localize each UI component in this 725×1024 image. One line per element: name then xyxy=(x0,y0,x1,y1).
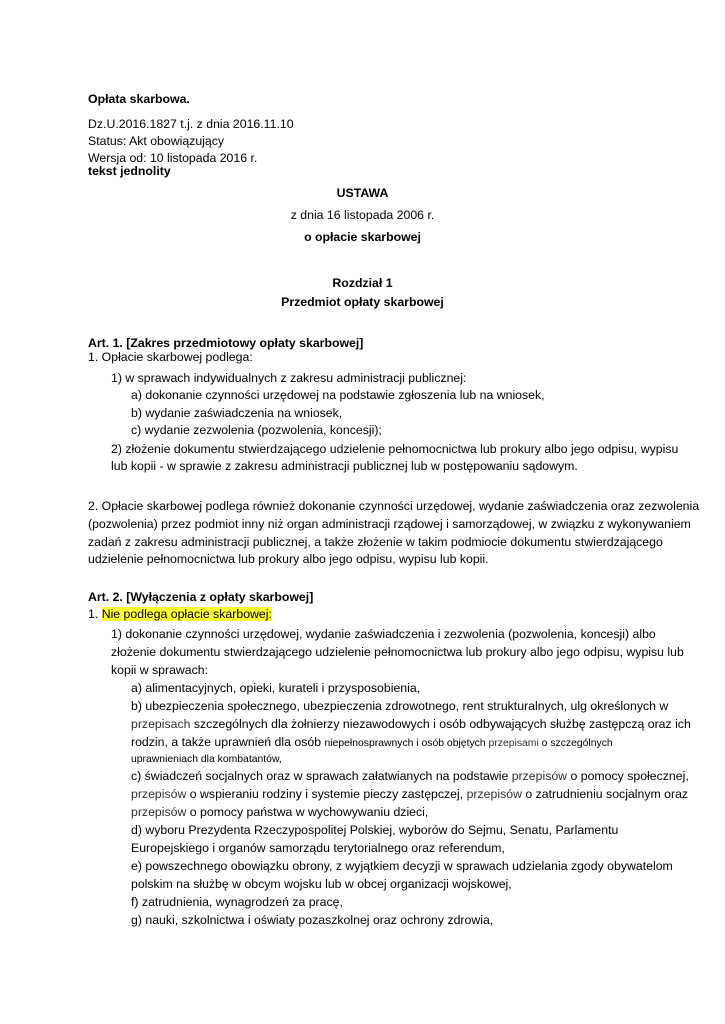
paragraph-number: 1. xyxy=(88,607,102,621)
text-span: o wspieraniu rodziny i systemie pieczy zastępczej, xyxy=(186,787,467,801)
law-reference-link[interactable]: przepisów xyxy=(131,787,187,801)
article-1-item-1b: b) wydanie zaświadczenia na wniosek, xyxy=(131,406,343,420)
article-1-paragraph-2-line: (pozwolenia) przez podmiot inny niż organ administracji rządowej i samorządowej, w związku z wykonywaniem xyxy=(88,517,691,531)
article-1-paragraph-2-line: udzielenie pełnomocnictwa lub prokury albo jego odpisu, wypisu lub kopii. xyxy=(88,552,489,566)
article-1-item-1c: c) wydanie zezwolenia (pozwolenia, koncesji); xyxy=(131,423,382,437)
text-span: o pomocy państwa w wychowywaniu dzieci, xyxy=(186,805,429,819)
article-2-item-b-line xyxy=(131,734,613,752)
law-reference-link[interactable]: przepisami xyxy=(488,738,539,749)
article-2-item-c-line xyxy=(131,768,689,785)
article-2-item-a: a) alimentacyjnych, opieki, kurateli i przysposobienia, xyxy=(131,681,421,695)
law-reference-link[interactable]: przepisów xyxy=(131,805,187,819)
act-status: Status: Akt obowiązujący xyxy=(88,134,225,148)
article-1-item-1a: a) dokonanie czynności urzędowej na podstawie zgłoszenia lub na wniosek, xyxy=(131,388,545,402)
text-span: szczególnych dla żołnierzy niezawodowych i osób odbywających służbę zastępczą oraz ich xyxy=(190,717,691,731)
law-reference-link[interactable]: przepisach xyxy=(131,717,191,731)
article-2-item-1-line: kopii w sprawach: xyxy=(111,663,209,677)
journal-reference: Dz.U.2016.1827 t.j. z dnia 2016.11.10 xyxy=(88,117,294,131)
article-1-paragraph-2-line: zadań z zakresu administracji publicznej, a także złożenie w takim podmiocie dokumentu stwierdzającego xyxy=(88,535,663,549)
highlighted-text: Nie podlega opłacie skarbowej: xyxy=(101,607,272,621)
article-1-paragraph-1: 1. Opłacie skarbowej podlega: xyxy=(88,350,253,364)
article-2-item-e-line: polskim na służbę w obcym wojsku lub w obcej organizacji wojskowej, xyxy=(131,877,512,891)
law-reference-link[interactable]: przepisów xyxy=(466,787,522,801)
article-2-paragraph-1 xyxy=(88,606,272,623)
article-2-item-b-line: b) ubezpieczenia społecznego, ubezpieczenia zdrowotnego, rent strukturalnych, ulg określonych w xyxy=(131,699,669,713)
article-1-paragraph-2-line: 2. Opłacie skarbowej podlega również dokonanie czynności urzędowej, wydanie zaświadczenia oraz zezwolenia xyxy=(88,499,700,513)
article-2-item-e-line: e) powszechnego obowiązku obrony, z wyjątkiem decyzji w sprawach udzielania zgody obywatelom xyxy=(131,859,673,873)
article-2-item-f: f) zatrudnienia, wynagrodzeń za pracę, xyxy=(131,895,343,909)
act-date: z dnia 16 listopada 2006 r. xyxy=(290,208,435,222)
text-span: o zatrudnieniu socjalnym oraz xyxy=(521,787,689,801)
document-title: Opłata skarbowa. xyxy=(88,92,190,106)
chapter-number: Rozdział 1 xyxy=(332,276,393,290)
chapter-title: Przedmiot opłaty skarbowej xyxy=(281,295,444,309)
article-1-item-1: 1) w sprawach indywidualnych z zakresu administracji publicznej: xyxy=(111,371,467,385)
text-span: rodzin, a także uprawnień dla osób xyxy=(131,735,325,749)
act-subject: o opłacie skarbowej xyxy=(304,230,421,244)
consolidated-text-label: tekst jednolity xyxy=(88,164,171,178)
article-2-item-b-line xyxy=(131,716,691,733)
article-2-item-b-line: uprawnieniach dla kombatantów, xyxy=(131,754,282,765)
article-1-item-2-line: lub kopii - w sprawie z zakresu administracji publicznej lub w postępowaniu sądowym. xyxy=(111,459,578,473)
small-text-span: o szczególnych xyxy=(538,738,613,749)
text-span: c) świadczeń socjalnych oraz w sprawach załatwianych na podstawie xyxy=(131,769,512,783)
article-2-heading: Art. 2. [Wyłączenia z opłaty skarbowej] xyxy=(88,590,314,604)
article-2-item-1-line: 1) dokonanie czynności urzędowej, wydanie zaświadczenia i zezwolenia (pozwolenia, koncesji) albo xyxy=(111,627,656,641)
article-1-item-2-line: 2) złożenie dokumentu stwierdzającego udzielenie pełnomocnictwa lub prokury albo jego odpisu, wypisu xyxy=(111,442,679,456)
act-type: USTAWA xyxy=(336,186,389,200)
law-reference-link[interactable]: przepisów xyxy=(511,769,568,783)
article-1-heading: Art. 1. [Zakres przedmiotowy opłaty skarbowej] xyxy=(88,336,364,350)
version-date: Wersja od: 10 listopada 2016 r. xyxy=(88,151,258,165)
small-text-span: niepełnosprawnych i osób objętych xyxy=(324,738,489,749)
article-2-item-1-line: złożenie dokumentu stwierdzającego udzielenie pełnomocnictwa lub prokury albo jego odpisu, wypisu lub xyxy=(111,645,684,659)
article-2-item-c-line xyxy=(131,804,428,821)
article-2-item-d-line: d) wyboru Prezydenta Rzeczypospolitej Polskiej, wyborów do Sejmu, Senatu, Parlamentu xyxy=(131,823,619,837)
text-span: o pomocy społecznej, xyxy=(567,769,689,783)
article-2-item-c-line xyxy=(131,786,688,803)
article-2-item-g: g) nauki, szkolnictwa i oświaty pozaszkolnej oraz ochrony zdrowia, xyxy=(131,913,494,927)
article-2-item-d-line: Europejskiego i organów samorządu terytorialnego oraz referendum, xyxy=(131,841,505,855)
